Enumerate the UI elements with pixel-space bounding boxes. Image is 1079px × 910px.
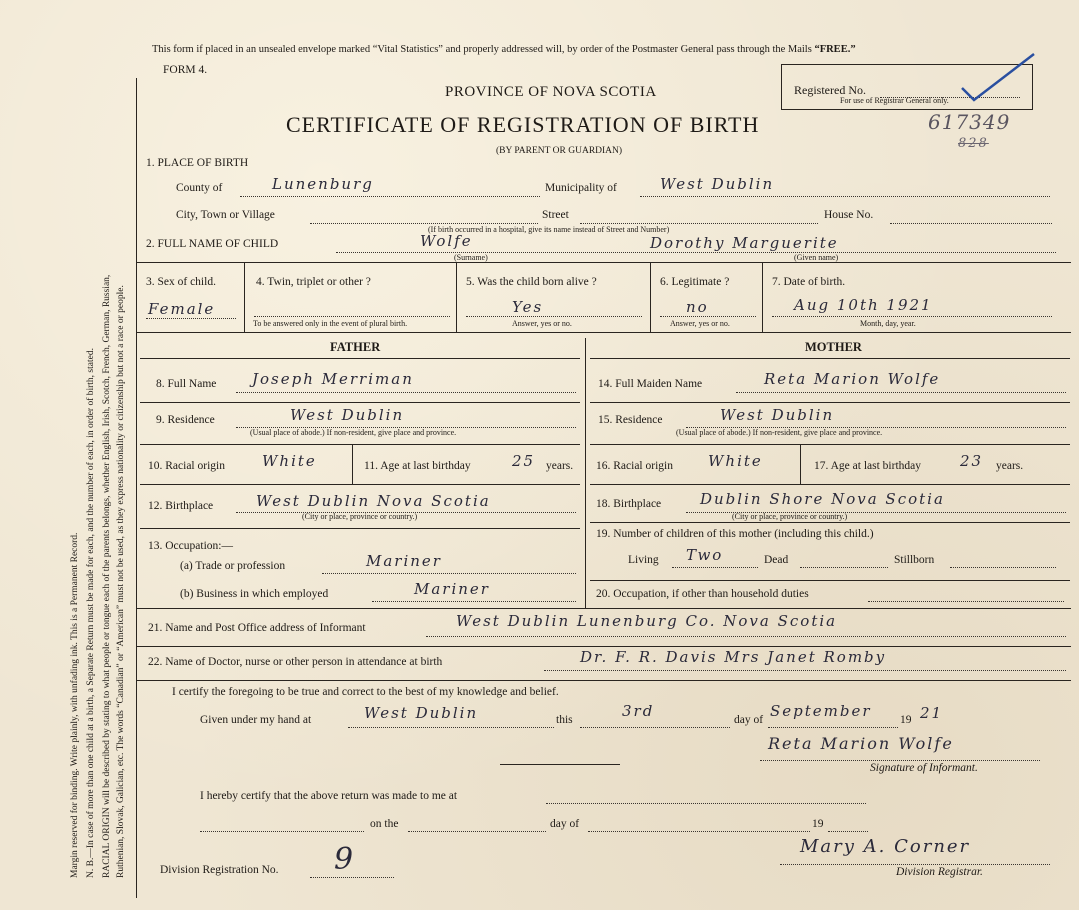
mother-name: Reta Marion Wolfe: [764, 370, 941, 388]
father-residence-label: 9. Residence: [156, 414, 215, 426]
month-value: September: [770, 702, 872, 720]
year-prefix: 19: [900, 714, 912, 726]
dead-label: Dead: [764, 554, 789, 566]
county-label: County of: [176, 182, 223, 194]
father-race-label: 10. Racial origin: [148, 460, 225, 472]
father-residence-caption: (Usual place of abode.) If non-resident, give place and province.: [250, 428, 457, 437]
mother-years: years.: [996, 460, 1024, 472]
province-heading: PROVINCE OF NOVA SCOTIA: [445, 84, 657, 100]
child-surname: Wolfe: [420, 232, 473, 250]
division-reg-value: 9: [334, 842, 356, 877]
registrar-caption: Division Registrar.: [896, 866, 983, 878]
on-the-label: on the: [370, 818, 399, 830]
father-occupation-label: 13. Occupation:—: [148, 540, 233, 552]
mother-residence-label: 15. Residence: [598, 414, 663, 426]
signature-caption: Signature of Informant.: [870, 762, 978, 774]
postal-notice-text: This form if placed in an unsealed envelope marked “Vital Statistics” and properly addressed will, by order of the Postmaster General pass through the Mails: [152, 44, 812, 55]
mother-age-label: 17. Age at last birthday: [814, 460, 921, 472]
father-name-label: 8. Full Name: [156, 378, 217, 390]
legitimate-caption: Answer, yes or no.: [670, 319, 730, 328]
registrar-signature: Mary A. Corner: [800, 836, 971, 857]
given-caption: (Given name): [794, 253, 839, 262]
year-value: 21: [920, 704, 944, 722]
margin-note-1: Margin reserved for binding. Write plainly, with unfading ink. This is a Permanent Record.: [70, 532, 80, 878]
father-years: years.: [546, 460, 574, 472]
living-label: Living: [628, 554, 659, 566]
margin-note-4: Ruthenian, Slovak, Galician, etc. The words “Canadian” or “American” must not be used, as they express nationality or citizenship but not a race or people.: [116, 285, 126, 878]
mother-birthplace-label: 18. Birthplace: [596, 498, 662, 510]
trade-label: (a) Trade or profession: [180, 560, 286, 572]
registrar-use-note: For use of Registrar General only.: [840, 96, 949, 105]
father-residence: West Dublin: [290, 406, 405, 424]
certificate-subtitle: (BY PARENT OR GUARDIAN): [496, 146, 623, 156]
reg-day-of-label: day of: [550, 818, 580, 830]
day-value: 3rd: [622, 702, 655, 720]
stillborn-label: Stillborn: [894, 554, 935, 566]
birthdate-caption: Month, day, year.: [860, 319, 916, 328]
father-heading: FATHER: [330, 340, 381, 354]
legitimate-value: no: [686, 298, 709, 316]
twin-label: 4. Twin, triplet or other ?: [256, 276, 371, 288]
registrar-statement: I hereby certify that the above return was made to me at: [200, 790, 458, 802]
informant-value: West Dublin Lunenburg Co. Nova Scotia: [456, 612, 838, 630]
day-of-label: day of: [734, 714, 764, 726]
mother-name-label: 14. Full Maiden Name: [598, 378, 703, 390]
living-value: Two: [686, 546, 724, 564]
sex-value: Female: [148, 300, 216, 318]
mother-race: White: [708, 452, 763, 470]
this-label: this: [556, 714, 573, 726]
child-name-label: 2. FULL NAME OF CHILD: [146, 238, 279, 250]
children-count-label: 19. Number of children of this mother (including this child.): [596, 528, 874, 540]
father-age: 25: [512, 452, 536, 470]
mother-birthplace: Dublin Shore Nova Scotia: [700, 490, 945, 508]
margin-note-2: N. B.—In case of more than one child at a birth, a Separate Return must be made for each, and the number of each, in order of birth, stated.: [86, 348, 96, 878]
mother-birthplace-caption: (City or place, province or country.): [732, 512, 848, 521]
form-number: FORM 4.: [163, 64, 208, 76]
alive-label: 5. Was the child born alive ?: [466, 276, 597, 288]
alive-caption: Answer, yes or no.: [512, 319, 572, 328]
business-value: Mariner: [414, 580, 490, 598]
informant-signature: Reta Marion Wolfe: [768, 734, 954, 753]
registered-label: Registered No.: [794, 83, 866, 97]
column-divider: [585, 338, 586, 608]
sex-label: 3. Sex of child.: [146, 276, 216, 288]
informant-label: 21. Name and Post Office address of Informant: [148, 622, 366, 634]
free-mark: “FREE.”: [814, 44, 856, 55]
left-border: [136, 78, 137, 898]
child-given-name: Dorothy Marguerite: [650, 234, 839, 252]
mother-age: 23: [960, 452, 984, 470]
given-place: West Dublin: [364, 704, 479, 722]
father-birthplace-caption: (City or place, province or country.): [302, 512, 418, 521]
margin-note-3: RACIAL ORIGIN will be described by stating to what people or tongue each of the parents belongs, whether English, Irish, Scotch, French, German, Russian,: [102, 274, 112, 878]
surname-caption: (Surname): [454, 253, 488, 262]
trade-value: Mariner: [366, 552, 442, 570]
hospital-note: (If birth occurred in a hospital, give its name instead of Street and Number): [428, 225, 670, 234]
mother-heading: MOTHER: [805, 340, 862, 354]
legitimate-label: 6. Legitimate ?: [660, 276, 730, 288]
father-age-label: 11. Age at last birthday: [364, 460, 471, 472]
stamp-number: 617349: [928, 110, 1011, 134]
street-label: Street: [542, 209, 569, 221]
checkmark-icon: [950, 48, 1040, 108]
doctor-label: 22. Name of Doctor, nurse or other person in attendance at birth: [148, 656, 443, 668]
certificate-title: CERTIFICATE OF REGISTRATION OF BIRTH: [286, 112, 760, 137]
birthdate-label: 7. Date of birth.: [772, 276, 846, 288]
municipality-value: West Dublin: [660, 175, 775, 193]
municipality-label: Municipality of: [545, 182, 617, 194]
certify-statement: I certify the foregoing to be true and correct to the best of my knowledge and belief.: [172, 686, 559, 698]
mother-occupation-label: 20. Occupation, if other than household duties: [596, 588, 809, 600]
county-value: Lunenburg: [272, 175, 374, 193]
father-name: Joseph Merriman: [252, 370, 414, 388]
given-label: Given under my hand at: [200, 714, 312, 726]
city-label: City, Town or Village: [176, 209, 275, 221]
business-label: (b) Business in which employed: [180, 588, 329, 600]
father-race: White: [262, 452, 317, 470]
twin-note: To be answered only in the event of plural birth.: [253, 319, 408, 328]
mother-residence: West Dublin: [720, 406, 835, 424]
doctor-value: Dr. F. R. Davis Mrs Janet Romby: [580, 648, 887, 666]
section-divider: [136, 262, 1071, 263]
postal-notice: [152, 44, 856, 55]
alive-value: Yes: [512, 298, 544, 316]
division-reg-label: Division Registration No.: [160, 864, 279, 876]
house-label: House No.: [824, 209, 874, 221]
father-birthplace: West Dublin Nova Scotia: [256, 492, 491, 510]
mother-residence-caption: (Usual place of abode.) If non-resident, give place and province.: [676, 428, 883, 437]
father-birthplace-label: 12. Birthplace: [148, 500, 214, 512]
mother-race-label: 16. Racial origin: [596, 460, 673, 472]
place-label: 1. PLACE OF BIRTH: [146, 157, 249, 169]
reg-year-prefix: 19: [812, 818, 824, 830]
birthdate-value: Aug 10th 1921: [794, 296, 933, 314]
stamp-sub: 828: [958, 136, 989, 151]
